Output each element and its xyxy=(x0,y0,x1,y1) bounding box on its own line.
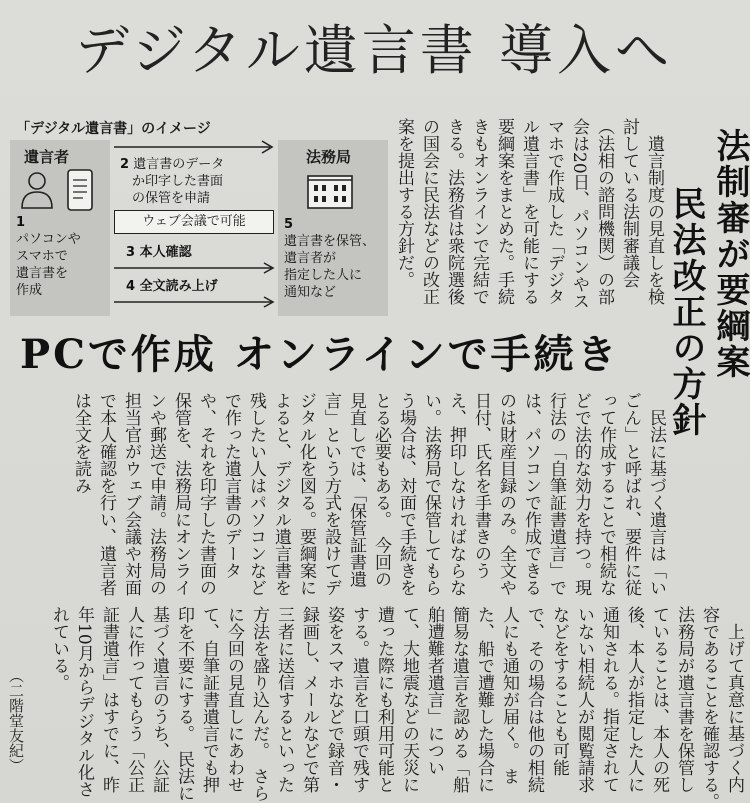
smartphone-icon xyxy=(66,168,94,212)
web-conference-label: ウェブ会議で可能 xyxy=(142,214,246,229)
web-conference-box xyxy=(114,210,274,234)
subhead-line-1: 法制審が要綱案 xyxy=(710,128,750,380)
step4: 4 全文読み上げ xyxy=(126,279,218,294)
lead-paragraph xyxy=(394,118,666,314)
byline: （二階堂友紀） xyxy=(7,668,25,773)
step5-line-4: 通知など xyxy=(284,285,337,300)
arrow-step3-icon xyxy=(114,262,278,274)
step1-line-3: 遺言書を xyxy=(16,266,69,281)
lead-text: 遺言制度の見直しを検討している法制審議会（法相の諮問機関）の部会は20日、パソコンやスマホで作成した「デジタル遺言書」を可能にする要綱案をまとめた。手続きもオンラインで完結できる。法務省は衆院選後の国会に民法などの改正案を提出する方針だ。 xyxy=(394,118,664,310)
step2-line-3: の保管を申請 xyxy=(132,191,211,206)
step2-line-2: か印字した書面 xyxy=(132,174,224,189)
step1-line-2: スマホで xyxy=(16,249,68,264)
diagram-caption: 「デジタル遺言書」のイメージ xyxy=(16,121,211,137)
testator-label: 遺言者 xyxy=(24,148,70,166)
step5-line-2: 遺言者が xyxy=(284,251,337,266)
subhead xyxy=(668,128,750,598)
headline: デジタル遺言書 導入へ xyxy=(75,19,673,82)
step5 xyxy=(284,216,375,301)
body-block-2-text: 上げて真意に基づく内容であることを確認する。 法務局が遺言書を保管していることは、本人の死後、本人が指定した人に通知される。指定されていない相続人が閲覧請求などをすることも可能で、その場合は他の相続人にも通知が届く。 また、船で遭難した場合に簡易な遺言を認める「船舶遭難者遺言」について、大地震などの天災に遭った際にも利用可能とする。遺言を口頭で残す姿をスマホなどで録音・録画し、メールなどで第三者に送信するといった方法を盛り込んだ。 さらに今回の見直しにあわせて、自筆証書遺言でも押印を不要にする。 民法に基づく遺言のうち、公証人に作ってもらう「公正証書遺言」はすでに、昨年10月からデジタル化されている。 xyxy=(49,606,744,802)
digital-will-diagram xyxy=(10,118,388,318)
body-block-2 xyxy=(28,606,746,802)
step1-line-1: パソコンや xyxy=(16,232,81,247)
step5-number: 5 xyxy=(284,217,294,232)
step5-line-3: 指定した人に xyxy=(284,268,363,283)
arrow-to-bureau-icon xyxy=(114,140,278,154)
step2-line-1: 遺言書のデータ xyxy=(133,157,225,172)
step2 xyxy=(120,156,224,207)
step1-line-4: 作成 xyxy=(16,283,43,298)
subhead-line-2: 民法改正の方針 xyxy=(666,186,706,438)
step3: 3 本人確認 xyxy=(126,245,192,260)
arrow-step4-icon xyxy=(114,296,278,308)
step2-number: 2 xyxy=(120,157,130,172)
mid-headline: PCで作成 オンラインで手続き xyxy=(20,331,620,378)
step1 xyxy=(16,214,81,299)
body-block-1 xyxy=(6,392,668,598)
building-icon xyxy=(306,170,354,210)
step5-line-1: 遺言書を保管、 xyxy=(284,234,376,249)
step1-number: 1 xyxy=(16,215,26,230)
body-block-1-text: 民法に基づく遺言は「いごん」と呼ばれ、要件に従って作成することで相続などで法的な効力を持つ。現行法の「自筆証書遺言」では、パソコンで作成できるのは財産目録のみ。全文や日付、氏名を手書きのうえ、押印しなければならない。法務局で保管してもらう場合は、対面で手続きをとる必要もある。 今回の見直しでは、「保管証書遺言」という方式を設けてデジタル化を図る。要綱案によると、デジタル遺言書を残したい人はパソコンなどで作った遺言書のデータや、それを印字した書面の保管を、法務局にオンラインや郵送で申請。法務局の担当官がウェブ会議や対面で本人確認を行い、遺言者は全文を読み xyxy=(71,392,666,596)
legal-affairs-bureau-label: 法務局 xyxy=(306,148,352,166)
person-icon xyxy=(20,170,54,210)
